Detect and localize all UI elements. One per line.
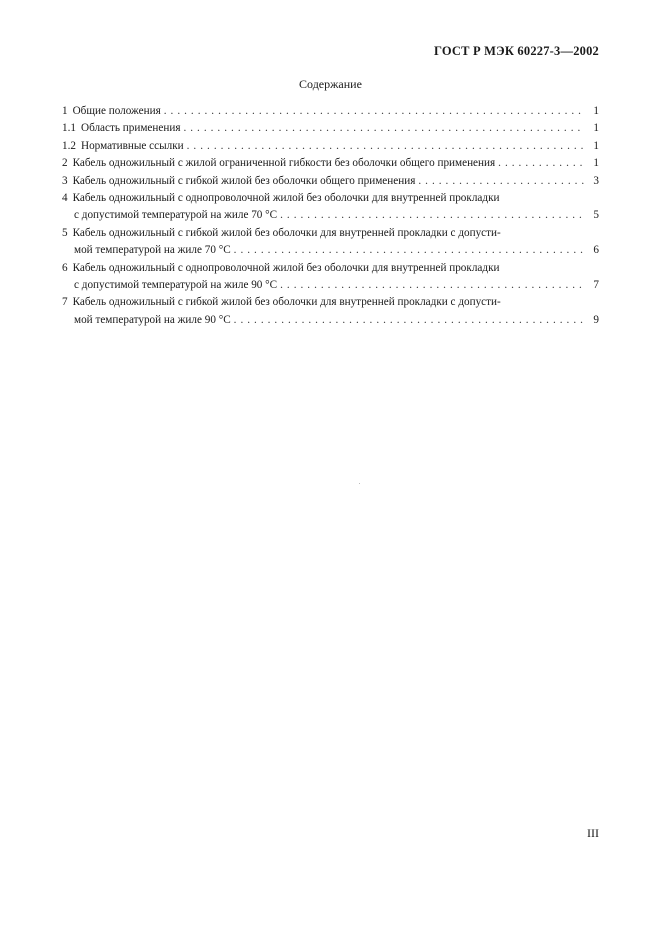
toc-entry-number: 7 — [62, 296, 68, 309]
toc-entry-title: Нормативные ссылки — [80, 139, 184, 152]
toc-entry-page: 5 — [593, 209, 599, 222]
toc-entry-number: 3 — [62, 174, 68, 187]
table-of-contents — [62, 103, 599, 329]
toc-entry-line — [62, 294, 599, 311]
toc-entry-page: 1 — [593, 139, 599, 152]
toc-entry-number: 5 — [62, 226, 68, 239]
toc-entry-line — [62, 120, 599, 137]
toc-entry-title: мой температурой на жиле 90 °С — [74, 313, 231, 326]
toc-entry-line — [62, 260, 599, 277]
toc-entry[interactable] — [62, 120, 599, 137]
toc-entry[interactable] — [62, 173, 599, 190]
toc-entry-number: 2 — [62, 157, 68, 170]
toc-entry-continuation — [62, 277, 599, 294]
toc-entry[interactable] — [62, 260, 599, 295]
toc-dot-leader — [187, 138, 584, 155]
toc-dot-leader — [280, 277, 584, 294]
toc-entry[interactable] — [62, 225, 599, 260]
toc-entry-title: Общие положения — [72, 105, 161, 117]
toc-entry-title: Кабель одножильный с гибкой жилой без оболочки общего применения — [72, 174, 416, 187]
scan-speck — [359, 483, 360, 484]
toc-entry-line — [62, 225, 599, 242]
toc-entry-title: с допустимой температурой на жиле 70 °С — [74, 209, 278, 222]
toc-entry-line — [62, 138, 599, 155]
toc-entry-page: 1 — [593, 157, 599, 170]
toc-entry-title: Кабель одножильный с однопроволочной жилой без оболочки для внутренней прокладки — [72, 192, 500, 205]
toc-entry-title: Область применения — [80, 122, 181, 135]
document-code: ГОСТ Р МЭК 60227-3—2002 — [434, 44, 599, 58]
toc-entry-page: 9 — [593, 313, 599, 326]
toc-entry-line — [62, 173, 599, 190]
toc-entry-line — [62, 190, 599, 207]
toc-entry-line — [62, 155, 599, 172]
toc-entry-continuation — [62, 242, 599, 259]
page-number: III — [587, 826, 599, 840]
toc-entry[interactable] — [62, 155, 599, 172]
toc-dot-leader — [418, 173, 584, 190]
toc-entry-page: 6 — [593, 244, 599, 257]
toc-entry-page: 3 — [593, 174, 599, 187]
toc-entry-title: с допустимой температурой на жиле 90 °С — [74, 279, 278, 292]
toc-entry-page: 7 — [593, 279, 599, 292]
toc-entry[interactable] — [62, 138, 599, 155]
toc-entry-title: мой температурой на жиле 70 °С — [74, 244, 231, 257]
toc-entry[interactable] — [62, 190, 599, 225]
toc-dot-leader — [183, 120, 584, 137]
toc-entry-number: 1.1 — [62, 122, 76, 135]
toc-dot-leader — [498, 155, 584, 172]
toc-entry-title: Кабель одножильный с гибкой жилой без оболочки для внутренней прокладки с допусти- — [72, 296, 501, 309]
toc-entry[interactable] — [62, 103, 599, 120]
toc-entry-continuation — [62, 207, 599, 224]
toc-entry-title: Кабель одножильный с жилой ограниченной гибкости без оболочки общего применения — [72, 157, 496, 170]
toc-entry-title: Кабель одножильный с однопроволочной жилой без оболочки для внутренней прокладки — [72, 261, 500, 274]
toc-entry-number: 4 — [62, 192, 68, 205]
toc-entry-page: 1 — [593, 105, 599, 117]
toc-entry-line — [62, 103, 599, 120]
toc-entry-title: Кабель одножильный с гибкой жилой без оболочки для внутренней прокладки с допусти- — [72, 226, 501, 239]
toc-entry-number: 1 — [62, 105, 68, 117]
toc-title: Содержание — [299, 77, 362, 91]
toc-entry[interactable] — [62, 294, 599, 329]
toc-entry-number: 1.2 — [62, 139, 76, 152]
toc-dot-leader — [234, 312, 584, 329]
toc-dot-leader — [280, 207, 584, 224]
toc-entry-page: 1 — [593, 122, 599, 135]
toc-dot-leader — [234, 242, 584, 259]
toc-dot-leader — [164, 103, 584, 120]
toc-entry-number: 6 — [62, 261, 68, 274]
toc-entry-continuation — [62, 312, 599, 329]
